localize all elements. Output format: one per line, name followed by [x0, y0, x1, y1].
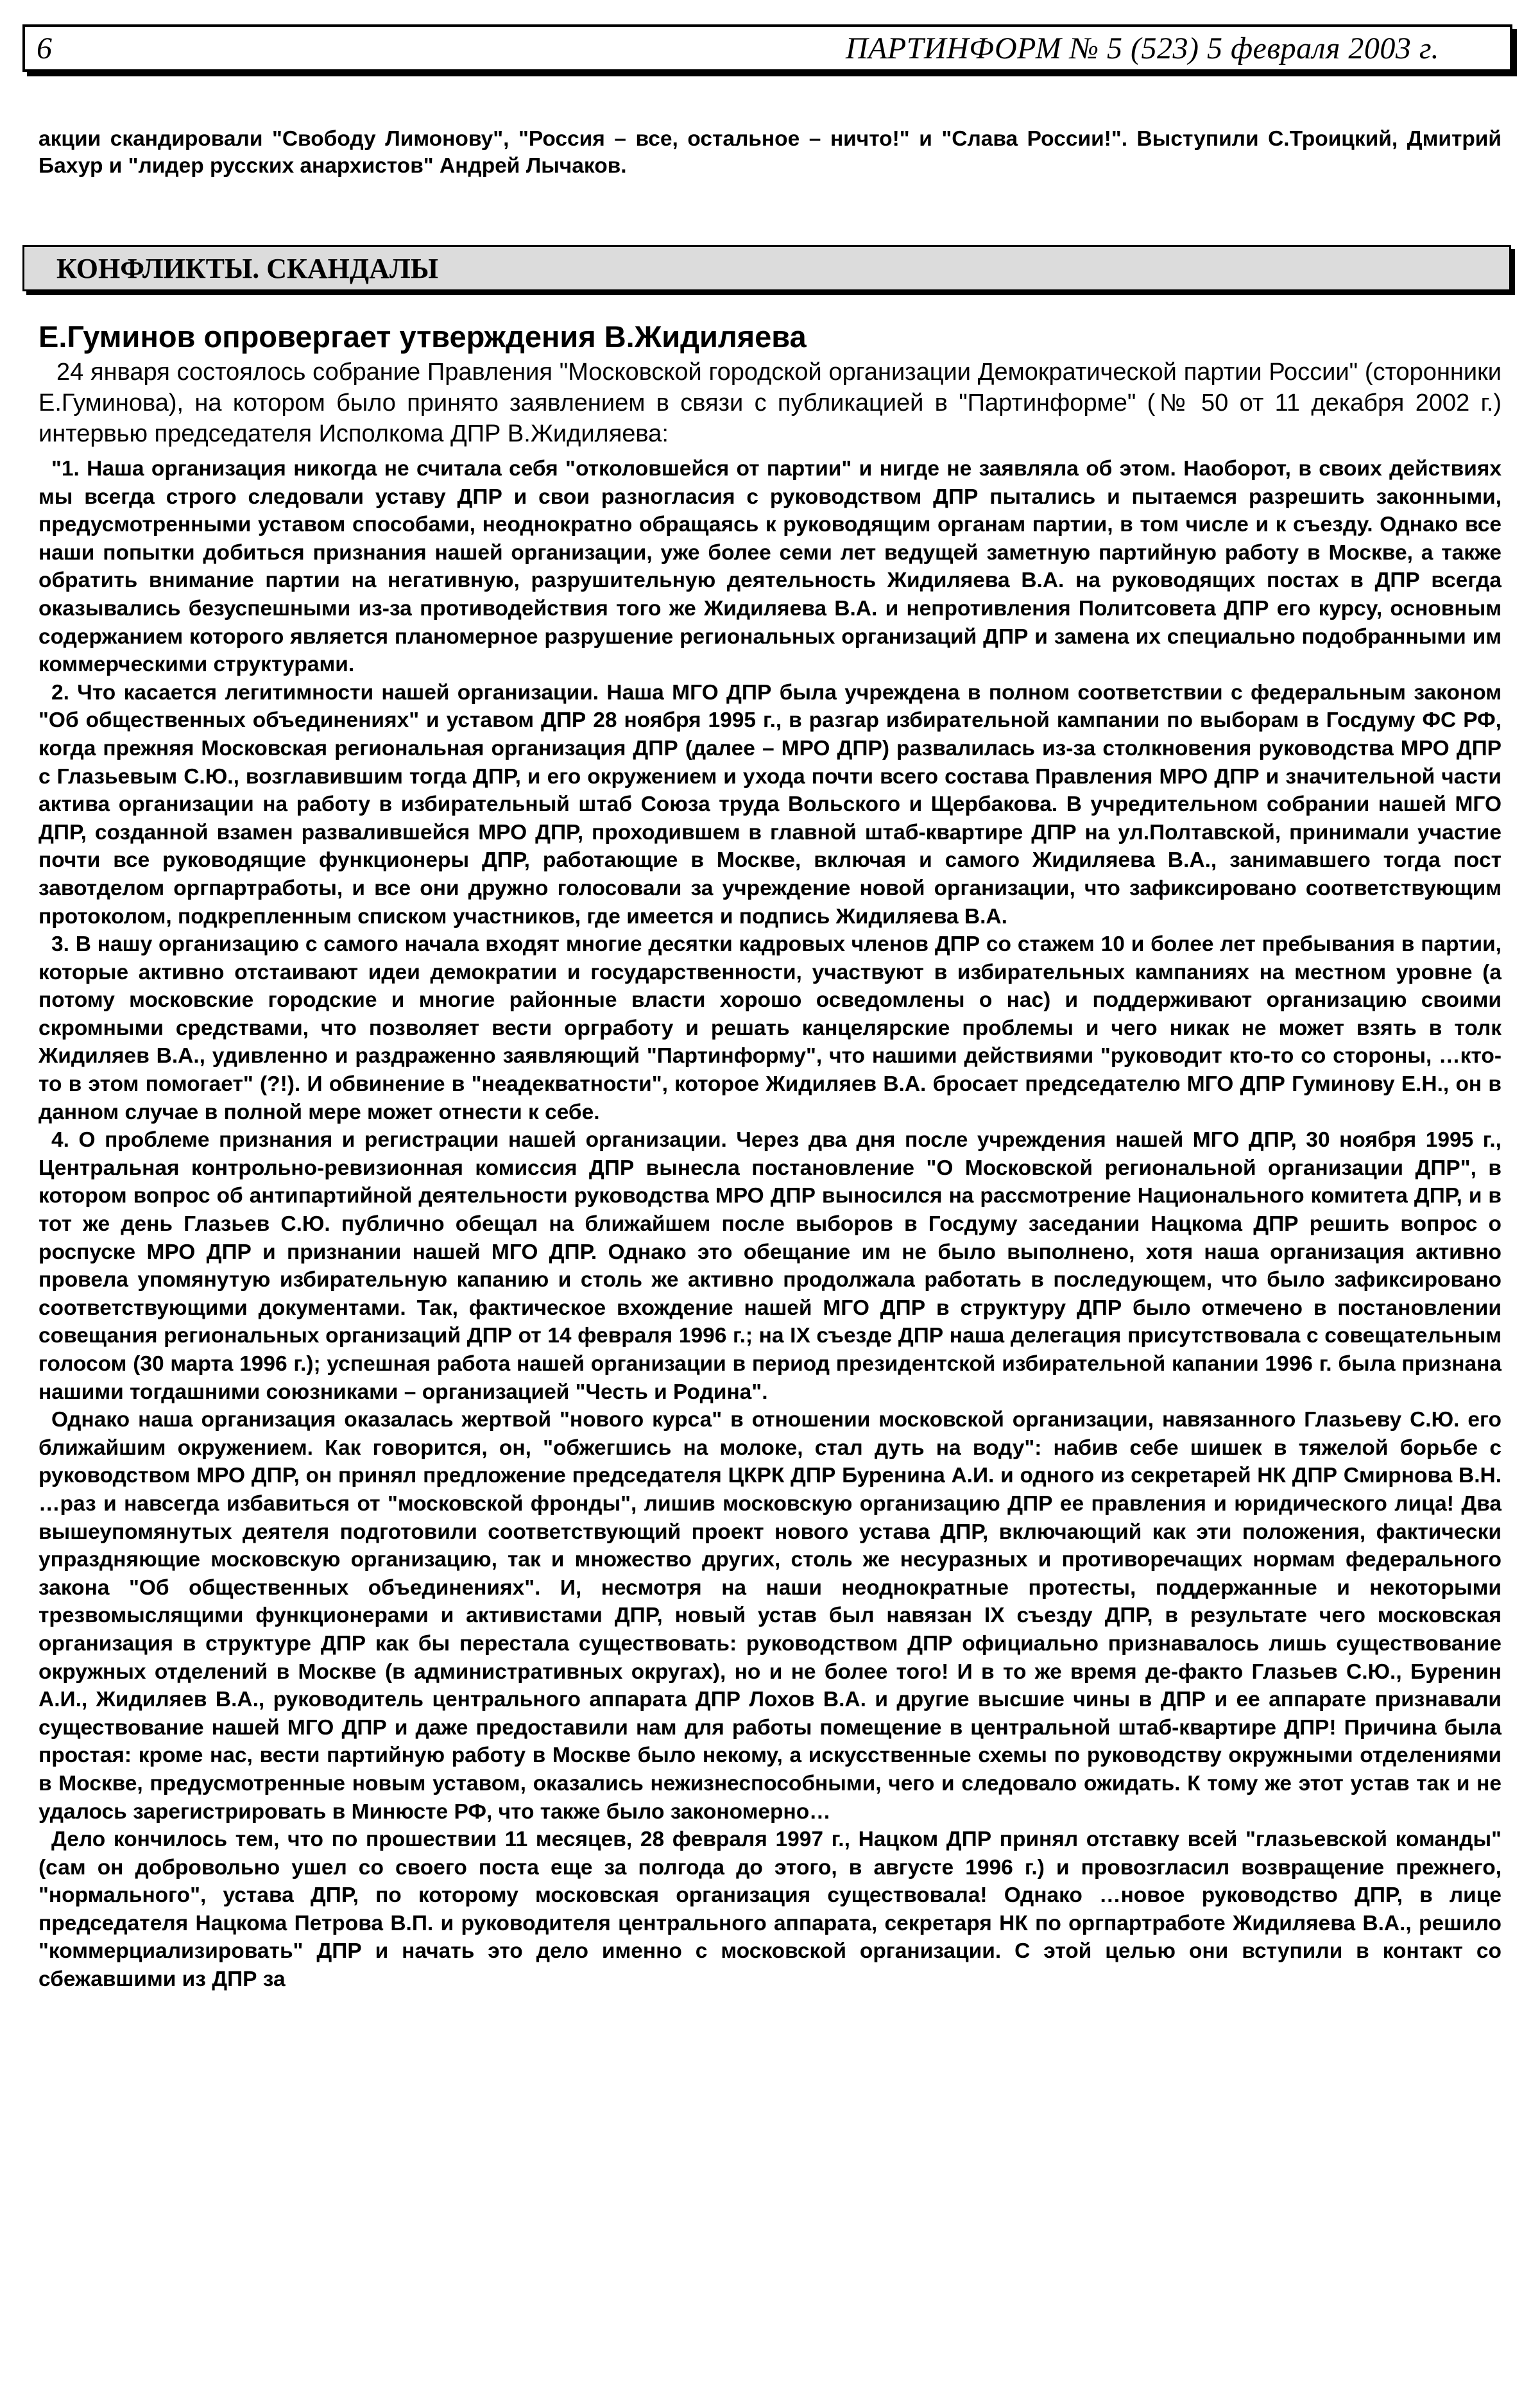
- article-body: [38, 455, 1502, 1994]
- page-header: [22, 24, 1512, 72]
- article-paragraph: "1. Наша организация никогда не считала себя "отколовшейся от партии" и нигде не заявляла об этом. Наоборот, в своих действиях мы всегда строго следовали уставу ДПР и свои разногласия с руководством ДПР пытались и пытаемся разрешить законными, предусмотренными уставом способами, неоднократно обращаясь к руководящим органам партии, в том числе и к съезду. Однако все наши попытки добиться признания нашей организации, уже более семи лет ведущей заметную партийную работу в Москве, а также обратить внимание партии на негативную, разрушительную деятельность Жидиляева В.А. на руководящих постах в ДПР всегда оказывались безуспешными из-за противодействия того же Жидиляева В.А. и непротивления Политсовета ДПР его курсу, основным содержанием которого является планомерное разрушение региональных организаций ДПР и замена их специально подобранными им коммерческими структурами.: [38, 457, 1502, 677]
- publication-title: ПАРТИНФОРМ № 5 (523) 5 февраля 2003 г.: [845, 31, 1439, 65]
- article-headline: Е.Гуминов опровергает утверждения В.Жидиляева: [38, 320, 807, 354]
- article-paragraph: 3. В нашу организацию с самого начала входят многие десятки кадровых членов ДПР со стажем 10 и более лет пребывания в партии, которые активно отстаивают идеи демократии и государственности, участвуют в избирательных кампаниях на местном уровне (а потому московские городские и многие районные власти хорошо осведомлены о нас) и поддерживают организацию своими скромными средствами, что позволяет вести оргработу и решать канцелярские проблемы и чего никак не может взять в толк Жидиляев В.А., удивленно и раздраженно заявляющий "Партинформу", что нашими действиями "руководит кто-то со стороны, …кто-то в этом помогает" (?!). И обвинение в "неадекватности", которое Жидиляев В.А. бросает председателю МГО ДПР Гуминову Е.Н., он в данном случае в полной мере может отнести к себе.: [38, 932, 1502, 1124]
- article-paragraph: Однако наша организация оказалась жертвой "нового курса" в отношении московской организации, навязанного Глазьеву С.Ю. его ближайшим окружением. Как говорится, он, "обжегшись на молоке, стал дуть на воду": набив себе шишек в тяжелой борьбе с руководством МРО ДПР, он принял предложение председателя ЦКРК ДПР Буренина А.И. и одного из секретарей НК ДПР Смирнова В.Н. …раз и навсегда избавиться от "московской фронды", лишив московскую организацию ДПР ее правления и юридического лица! Два вышеупомянутых деятеля подготовили соответствующий проект нового устава ДПР, включающий как эти положения, фактически упраздняющие московскую организацию, так и множество других, столь же несуразных и противоречащих нормам федерального закона "Об общественных объединениях". И, несмотря на наши неоднократные протесты, поддержанные и некоторыми трезвомыслящими функционерами и активистами ДПР, новый устав был навязан IX съезду ДПР, в результате чего московская организация в структуре ДПР как бы перестала существовать: руководством ДПР официально признавалось лишь существование окружных отделений в Москве (в административных округах), но и не более того! И в то же время де-факто Глазьев С.Ю., Буренин А.И., Жидиляев В.А., руководитель центрального аппарата ДПР Лохов В.А. и другие высшие чины в ДПР и ее аппарате признавали существование нашей МГО ДПР и даже предоставили нам для работы помещение в центральной штаб-квартире ДПР! Причина была простая: кроме нас, вести партийную работу в Москве было некому, а искусственные схемы по руководству окружными отделениями в Москве, предусмотренные новым уставом, оказались нежизнеспособными, чего и следовало ожидать. К тому же этот устав так и не удалось зарегистрировать в Минюсте РФ, что также было закономерно…: [38, 1408, 1502, 1824]
- rubric-title: КОНФЛИКТЫ. СКАНДАЛЫ: [56, 253, 438, 284]
- page-number: 6: [37, 31, 52, 65]
- article-lead: 24 января состоялось собрание Правления "Московской городской организации Демократической партии России" (сторонники Е.Гуминова), на котором было принято заявлением в связи с публикацией в "Партинформе" (№ 50 от 11 декабря 2002 г.) интервью председателя Исполкома ДПР В.Жидиляева:: [38, 359, 1502, 447]
- article-paragraph: Дело кончилось тем, что по прошествии 11 месяцев, 28 февраля 1997 г., Нацком ДПР принял отставку всей "глазьевской команды" (сам он добровольно ушел со своего поста еще за полгода до этого, в августе 1996 г.) и провозгласил возвращение прежнего, "нормального", устава ДПР, по которому московская организация существовала! Однако …новое руководство ДПР, в лице председателя Нацкома Петрова В.П. и руководителя центрального аппарата, секретаря НК по оргпартработе Жидиляева В.А., решило "коммерциализировать" ДПР и начать это дело именно с московской организации. С этой целью они вступили в контакт со сбежавшими из ДПР за: [38, 1828, 1502, 1992]
- article-paragraph: 2. Что касается легитимности нашей организации. Наша МГО ДПР была учреждена в полном соответствии с федеральным законом "Об общественных объединениях" и уставом ДПР 28 ноября 1995 г., в разгар избирательной кампании по выборам в Госдуму ФС РФ, когда прежняя Московская региональная организация ДПР (далее – МРО ДПР) развалилась из-за столкновения руководства МРО ДПР с Глазьевым С.Ю., возглавившим тогда ДПР, и его окружением и ухода почти всего состава Правления МРО ДПР и значительной части актива организации на работу в избирательный штаб Союза труда Вольского и Щербакова. В учредительном собрании нашей МГО ДПР, созданной взамен развалившейся МРО ДПР, проходившем в главной штаб-квартире ДПР на ул.Полтавской, принимали участие почти все руководящие функционеры ДПР, работающие в Москве, включая и самого Жидиляева В.А., занимавшего тогда пост завотделом оргпартработы, и все они дружно голосовали за учреждение новой организации, что зафиксировано соответствующим протоколом, подкрепленным списком участников, где имеется и подпись Жидиляева В.А.: [38, 680, 1502, 929]
- section-rubric: [22, 245, 1511, 291]
- intro-paragraph: акции скандировали "Свободу Лимонову", "Россия – все, остальное – ничто!" и "Слава России!". Выступили С.Троицкий, Дмитрий Бахур и "лидер русских анархистов" Андрей Лычаков.: [38, 127, 1502, 178]
- article-paragraph: 4. О проблеме признания и регистрации нашей организации. Через два дня после учреждения нашей МГО ДПР, 30 ноября 1995 г., Центральная контрольно-ревизионная комиссия ДПР вынесла постановление "О Московской региональной организации ДПР", в котором вопрос об антипартийной деятельности руководства МРО ДПР выносился на рассмотрение Национального комитета ДПР, и в тот же день Глазьев С.Ю. публично обещал на ближайшем после выборов в Госдуму заседании Нацкома ДПР решить вопрос о роспуске МРО ДПР и признании нашей МГО ДПР. Однако это обещание им не было выполнено, хотя наша организация активно провела упомянутую избирательную капанию и столь же активно продолжала работать в последующем, что было зафиксировано соответствующими документами. Так, фактическое вхождение нашей МГО ДПР в структуру ДПР было отмечено в постановлении совещания региональных организаций ДПР от 14 февраля 1996 г.; на IX съезде ДПР наша делегация присутствовала с совещательным голосом (30 марта 1996 г.); успешная работа нашей организации в период президентской избирательной капании 1996 г. была признана нашими тогдашними союзниками – организацией "Честь и Родина".: [38, 1128, 1502, 1404]
